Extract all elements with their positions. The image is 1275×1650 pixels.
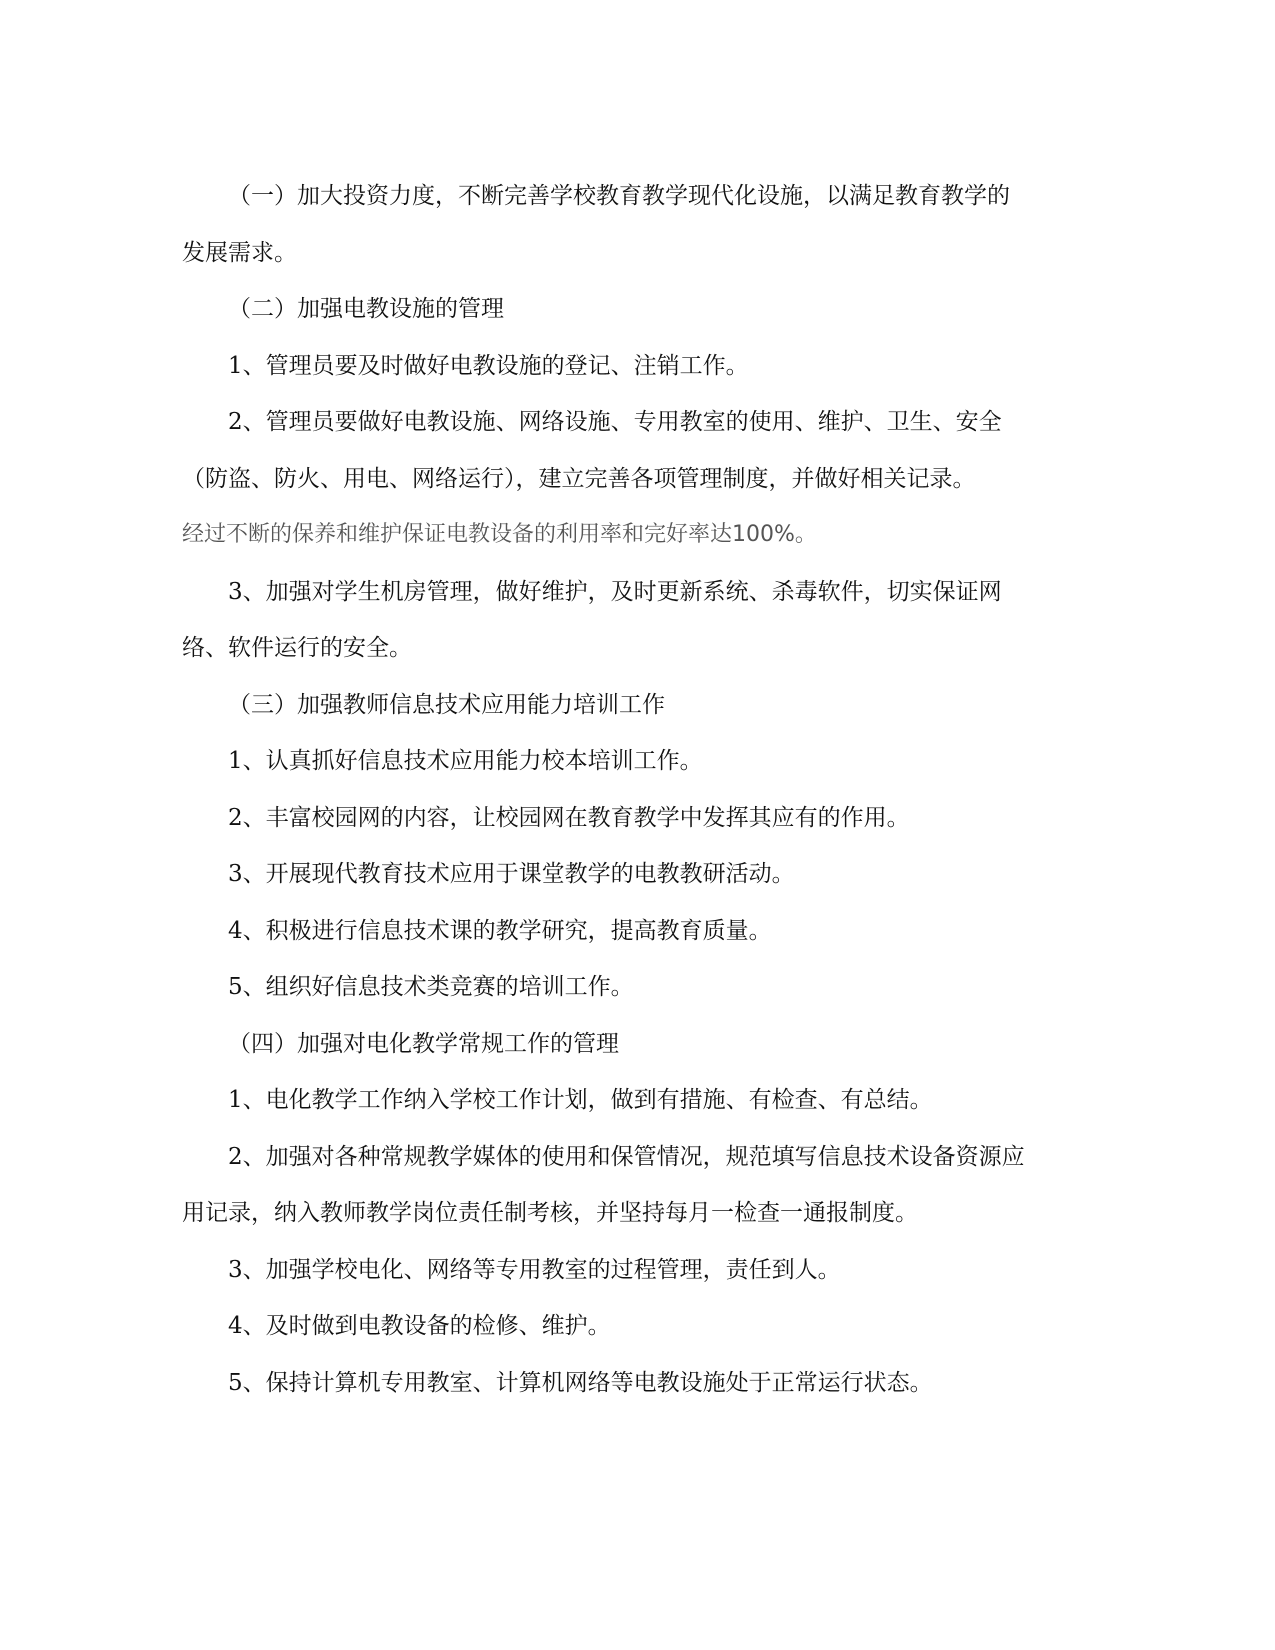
section-4-item-3: 3、加强学校电化、网络等专用教室的过程管理，责任到人。 bbox=[228, 1256, 841, 1283]
section-3-item-2: 2、丰富校园网的内容，让校园网在教育教学中发挥其应有的作用。 bbox=[228, 804, 910, 831]
section-4-item-2: 2、加强对各种常规教学媒体的使用和保管情况，规范填写信息技术设备资源应用记录，纳入教师教学岗位责任制考核，并坚持每月一检查一通报制度。 bbox=[182, 1143, 1025, 1226]
section-3-item-4: 4、积极进行信息技术课的教学研究，提高教育质量。 bbox=[228, 917, 772, 944]
section-2-note: 经过不断的保养和维护保证电教设备的利用率和完好率达100%。 bbox=[182, 522, 817, 547]
section-2-item-3: 3、加强对学生机房管理，做好维护，及时更新系统、杀毒软件，切实保证网络、软件运行的安全。 bbox=[182, 578, 1002, 661]
section-4-item-1: 1、电化教学工作纳入学校工作计划，做到有措施、有检查、有总结。 bbox=[228, 1087, 933, 1113]
section-1-paragraph: （一）加大投资力度，不断完善学校教育教学现代化设施，以满足教育教学的发展需求。 bbox=[182, 183, 1010, 266]
section-3-item-1: 1、认真抓好信息技术应用能力校本培训工作。 bbox=[228, 748, 703, 774]
section-2-heading: （二）加强电教设施的管理 bbox=[228, 296, 504, 322]
section-3-item-5: 5、组织好信息技术类竞赛的培训工作。 bbox=[228, 974, 634, 1000]
section-4-item-5: 5、保持计算机专用教室、计算机网络等电教设施处于正常运行状态。 bbox=[228, 1369, 933, 1396]
section-2-item-2: 2、管理员要做好电教设施、网络设施、专用教室的使用、维护、卫生、安全（防盗、防火、用电、网络运行），建立完善各项管理制度，并做好相关记录。 bbox=[182, 409, 1002, 492]
section-3-heading: （三）加强教师信息技术应用能力培训工作 bbox=[228, 691, 665, 718]
section-4-item-4: 4、及时做到电教设备的检修、维护。 bbox=[228, 1313, 611, 1339]
section-3-item-3: 3、开展现代教育技术应用于课堂教学的电教教研活动。 bbox=[228, 861, 795, 887]
section-2-item-1: 1、管理员要及时做好电教设施的登记、注销工作。 bbox=[228, 352, 749, 379]
section-4-heading: （四）加强对电化教学常规工作的管理 bbox=[228, 1030, 619, 1057]
document-body bbox=[182, 168, 1032, 1411]
